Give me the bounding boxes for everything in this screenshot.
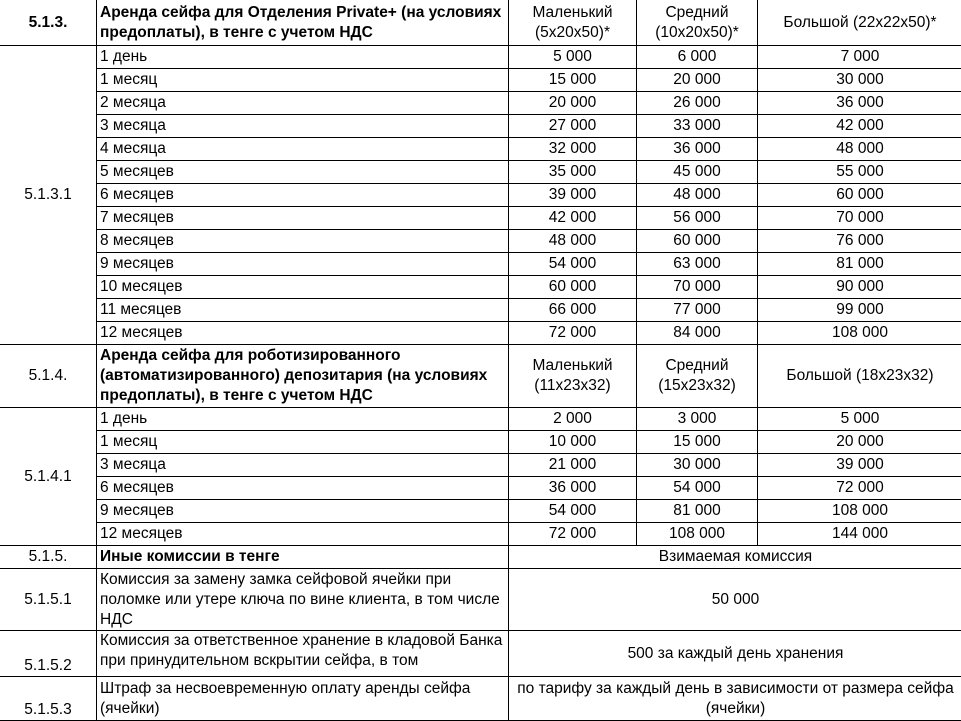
period: 9 месяцев	[97, 253, 509, 276]
table-row	[0, 477, 961, 500]
price-large: 55 000	[758, 161, 961, 184]
price-medium: 6 000	[637, 46, 758, 69]
price-medium: 15 000	[637, 431, 758, 454]
price-medium: 60 000	[637, 230, 758, 253]
subsection-code: 5.1.3.1	[0, 46, 97, 345]
table-row	[0, 322, 961, 345]
period: 7 месяцев	[97, 207, 509, 230]
price-small: 39 000	[509, 184, 637, 207]
price-medium: 63 000	[637, 253, 758, 276]
price-large: 36 000	[758, 92, 961, 115]
price-medium: 48 000	[637, 184, 758, 207]
price-large: 108 000	[758, 322, 961, 345]
price-large: 81 000	[758, 253, 961, 276]
price-large: 30 000	[758, 69, 961, 92]
table-row	[0, 207, 961, 230]
price-medium: 33 000	[637, 115, 758, 138]
table-row	[0, 631, 961, 677]
section-title: Иные комиссии в тенге	[97, 546, 509, 569]
period: 8 месяцев	[97, 230, 509, 253]
table-row	[0, 253, 961, 276]
fee-description: Комиссия за замену замка сейфовой ячейки при поломке или утере ключа по вине клиента, в том числе НДС	[97, 569, 509, 631]
section-title: Аренда сейфа для роботизированного (автоматизированного) депозитария (на условиях предоплаты), в тенге с учетом НДС	[97, 345, 509, 408]
price-large: 76 000	[758, 230, 961, 253]
price-medium: 36 000	[637, 138, 758, 161]
period: 6 месяцев	[97, 184, 509, 207]
price-large: 70 000	[758, 207, 961, 230]
price-large: 90 000	[758, 276, 961, 299]
period: 12 месяцев	[97, 523, 509, 546]
period: 9 месяцев	[97, 500, 509, 523]
column-medium: Средний (10x20x50)*	[637, 0, 758, 46]
section-code: 5.1.5.	[0, 546, 97, 569]
table-row	[0, 299, 961, 322]
column-small: Маленький (11x23x32)	[509, 345, 637, 408]
price-medium: 84 000	[637, 322, 758, 345]
price-small: 5 000	[509, 46, 637, 69]
fee-header: Взимаемая комиссия	[509, 546, 961, 569]
price-small: 35 000	[509, 161, 637, 184]
table-row	[0, 46, 961, 69]
section-header-515	[0, 546, 961, 569]
price-small: 20 000	[509, 92, 637, 115]
price-medium: 45 000	[637, 161, 758, 184]
price-medium: 26 000	[637, 92, 758, 115]
price-large: 144 000	[758, 523, 961, 546]
price-medium: 3 000	[637, 408, 758, 431]
price-small: 54 000	[509, 253, 637, 276]
section-header-513	[0, 0, 961, 46]
period: 10 месяцев	[97, 276, 509, 299]
fee-value: по тарифу за каждый день в зависимости от размера сейфа (ячейки)	[509, 677, 961, 721]
period: 3 месяца	[97, 454, 509, 477]
price-large: 20 000	[758, 431, 961, 454]
table-row	[0, 115, 961, 138]
table-row	[0, 408, 961, 431]
price-large: 99 000	[758, 299, 961, 322]
subsection-code: 5.1.4.1	[0, 408, 97, 546]
price-large: 72 000	[758, 477, 961, 500]
table-row	[0, 92, 961, 115]
price-medium: 54 000	[637, 477, 758, 500]
price-small: 72 000	[509, 322, 637, 345]
price-large: 5 000	[758, 408, 961, 431]
period: 1 месяц	[97, 69, 509, 92]
price-medium: 81 000	[637, 500, 758, 523]
period: 2 месяца	[97, 92, 509, 115]
price-small: 48 000	[509, 230, 637, 253]
price-large: 39 000	[758, 454, 961, 477]
period: 1 месяц	[97, 431, 509, 454]
period: 11 месяцев	[97, 299, 509, 322]
period: 6 месяцев	[97, 477, 509, 500]
table-row	[0, 523, 961, 546]
price-medium: 30 000	[637, 454, 758, 477]
price-small: 66 000	[509, 299, 637, 322]
period: 4 месяца	[97, 138, 509, 161]
section-code: 5.1.4.	[0, 345, 97, 408]
table-row	[0, 569, 961, 631]
price-small: 21 000	[509, 454, 637, 477]
fee-value: 500 за каждый день хранения	[509, 631, 961, 677]
table-row	[0, 138, 961, 161]
price-small: 72 000	[509, 523, 637, 546]
table-row	[0, 500, 961, 523]
section-title: Аренда сейфа для Отделения Private+ (на условиях предоплаты), в тенге с учетом НДС	[97, 0, 509, 46]
fee-value: 50 000	[509, 569, 961, 631]
price-small: 32 000	[509, 138, 637, 161]
price-large: 48 000	[758, 138, 961, 161]
price-small: 27 000	[509, 115, 637, 138]
table-row	[0, 184, 961, 207]
fee-code: 5.1.5.3	[0, 677, 97, 721]
column-large: Большой (18x23x32)	[758, 345, 961, 408]
table-row	[0, 161, 961, 184]
price-small: 42 000	[509, 207, 637, 230]
column-small: Маленький (5x20x50)*	[509, 0, 637, 46]
fee-code: 5.1.5.1	[0, 569, 97, 631]
price-medium: 77 000	[637, 299, 758, 322]
period: 1 день	[97, 408, 509, 431]
fee-code: 5.1.5.2	[0, 631, 97, 677]
price-large: 108 000	[758, 500, 961, 523]
price-small: 36 000	[509, 477, 637, 500]
price-large: 60 000	[758, 184, 961, 207]
price-large: 42 000	[758, 115, 961, 138]
price-small: 54 000	[509, 500, 637, 523]
price-medium: 108 000	[637, 523, 758, 546]
period: 5 месяцев	[97, 161, 509, 184]
fee-description: Комиссия за ответственное хранение в кладовой Банка при принудительном вскрытии сейфа, в том	[97, 631, 509, 677]
table-row	[0, 69, 961, 92]
price-small: 2 000	[509, 408, 637, 431]
period: 1 день	[97, 46, 509, 69]
price-small: 10 000	[509, 431, 637, 454]
period: 3 месяца	[97, 115, 509, 138]
section-header-514	[0, 345, 961, 408]
period: 12 месяцев	[97, 322, 509, 345]
table-row	[0, 276, 961, 299]
column-medium: Средний (15x23x32)	[637, 345, 758, 408]
price-medium: 70 000	[637, 276, 758, 299]
price-small: 15 000	[509, 69, 637, 92]
price-large: 7 000	[758, 46, 961, 69]
table-row	[0, 230, 961, 253]
price-medium: 56 000	[637, 207, 758, 230]
fee-description: Штраф за несвоевременную оплату аренды сейфа (ячейки)	[97, 677, 509, 721]
price-medium: 20 000	[637, 69, 758, 92]
section-code: 5.1.3.	[0, 0, 97, 46]
table-row	[0, 431, 961, 454]
table-row	[0, 454, 961, 477]
price-small: 60 000	[509, 276, 637, 299]
table-row	[0, 677, 961, 721]
column-large: Большой (22x22x50)*	[758, 0, 961, 46]
